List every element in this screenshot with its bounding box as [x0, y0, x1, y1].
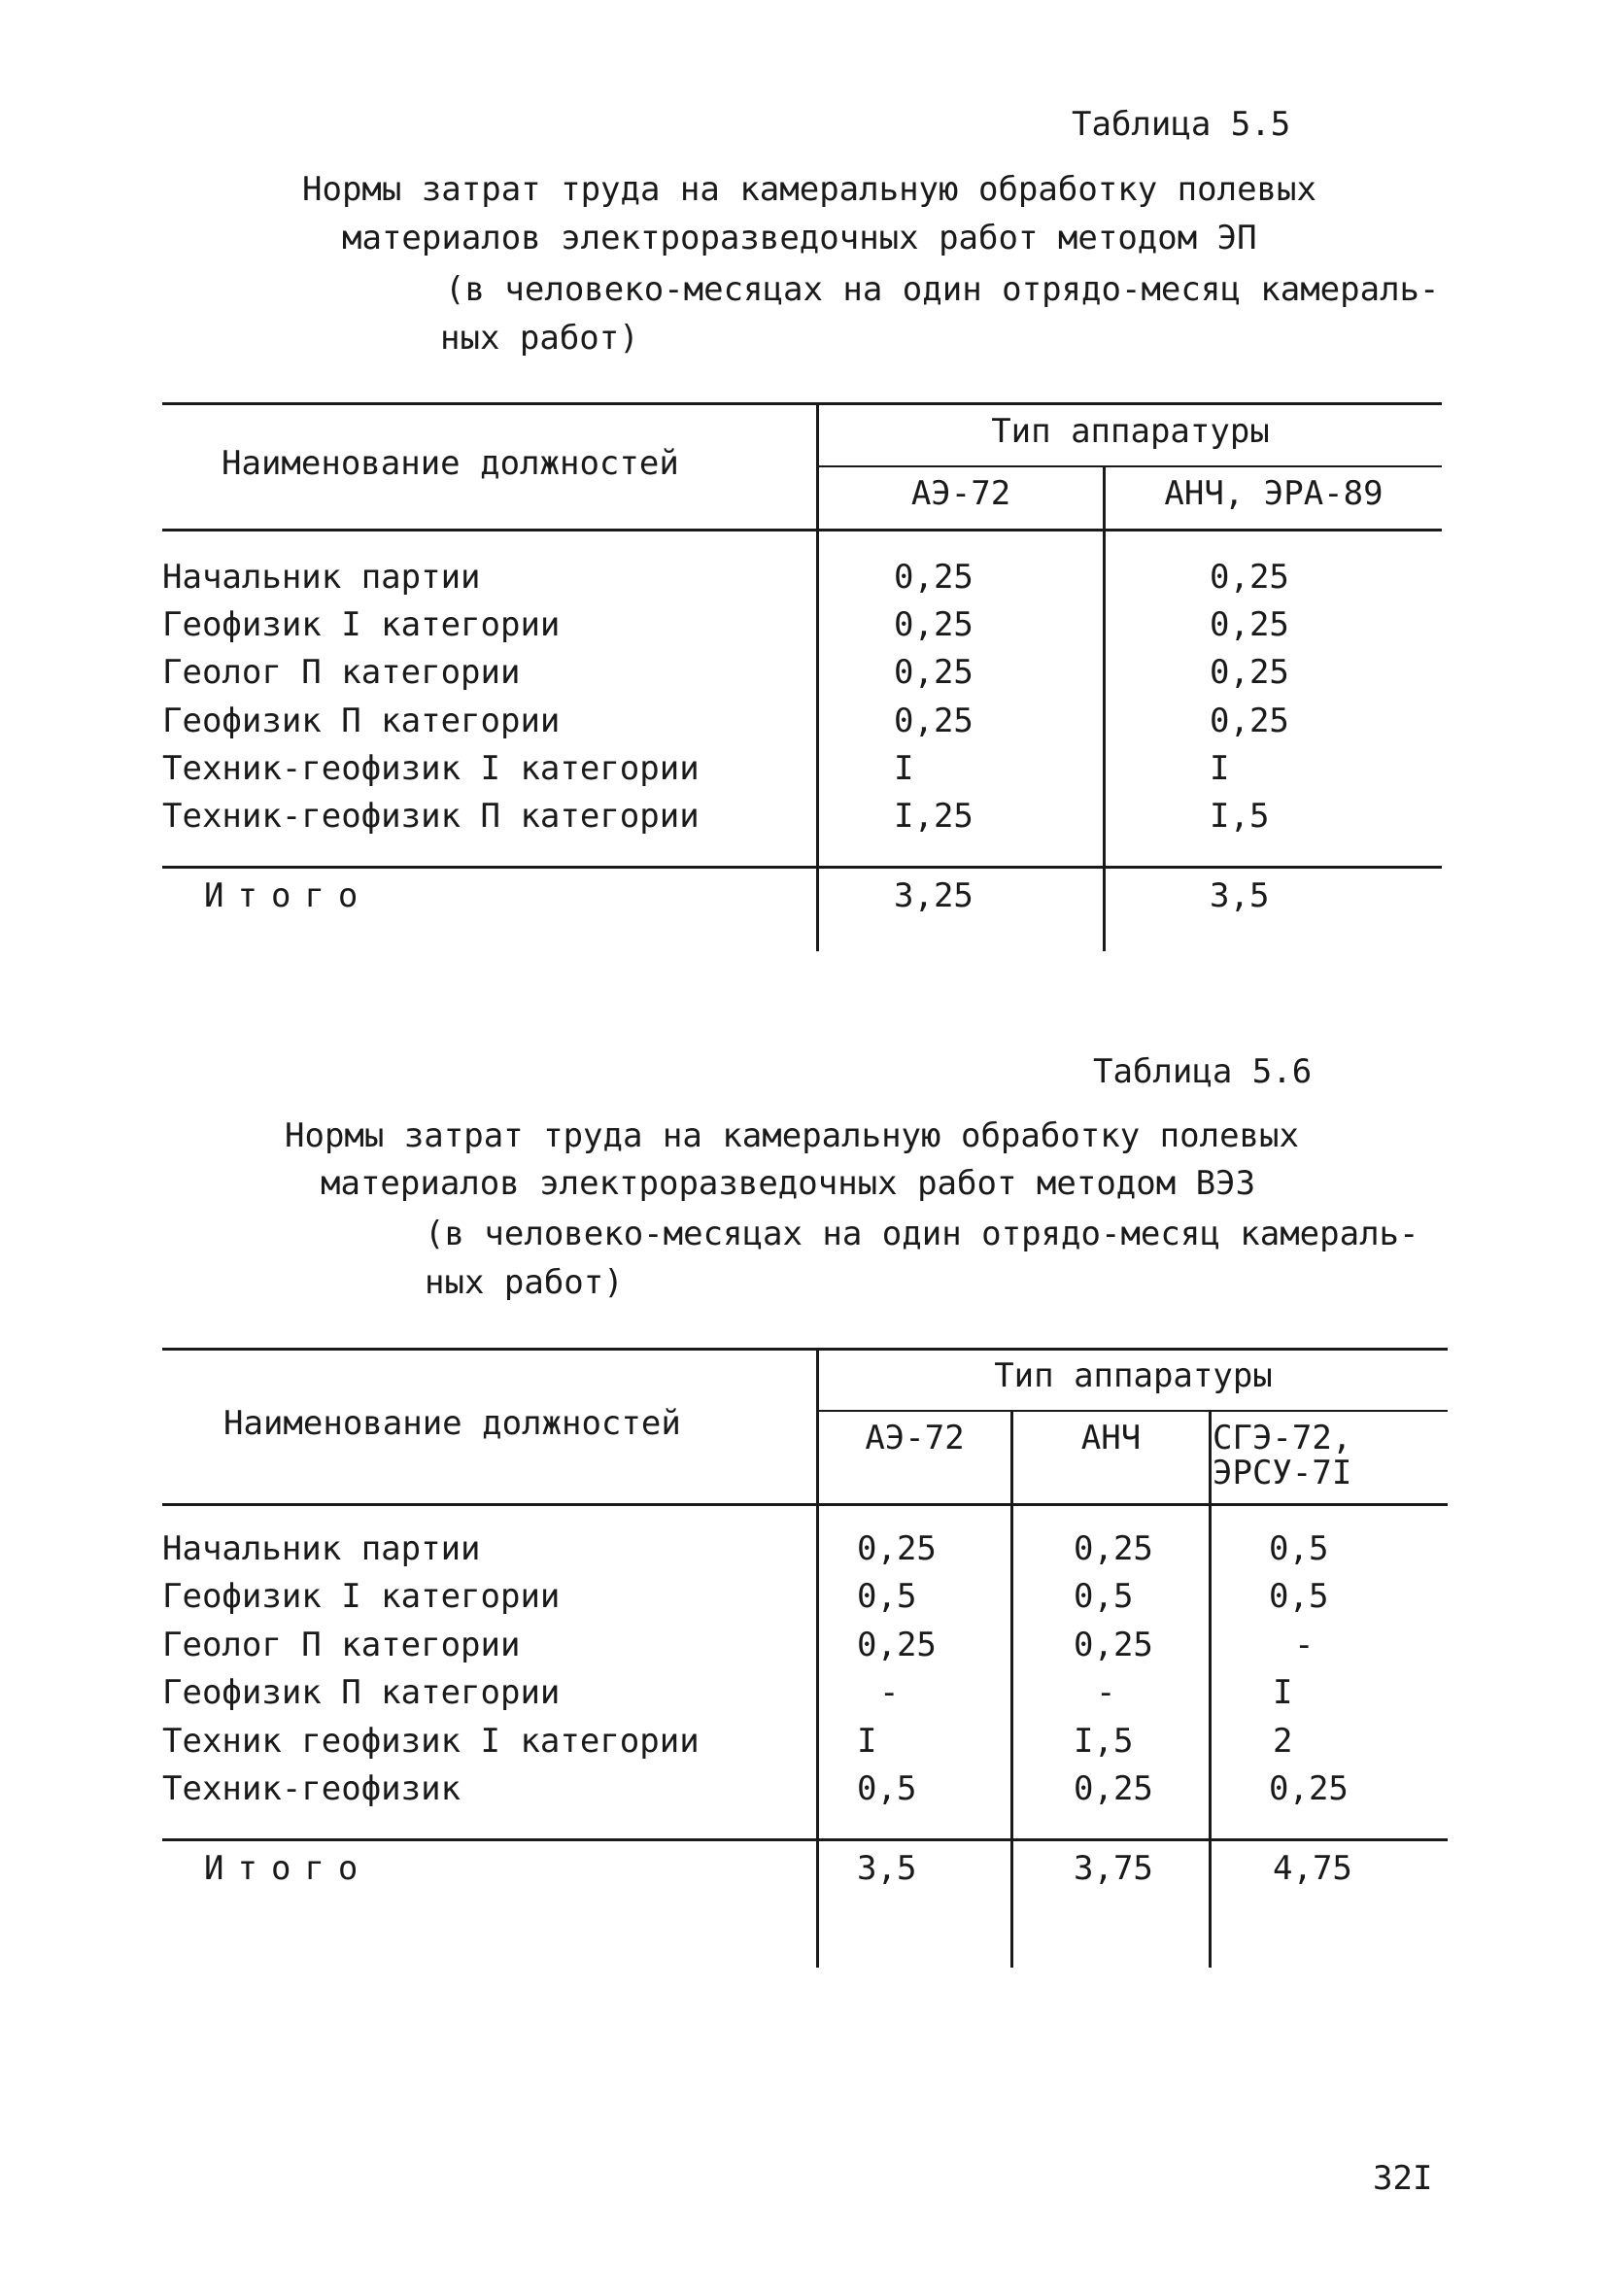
- total-value: 3,5: [1210, 876, 1270, 915]
- table-units: (в человеко-месяцах на один отрядо-месяц камераль-: [425, 1215, 1419, 1253]
- cell-value: 2: [1273, 1722, 1293, 1761]
- row-label: Техник геофизик I категории: [162, 1722, 700, 1761]
- cell-value: 0,5: [857, 1769, 917, 1808]
- cell-value: 0,25: [1074, 1626, 1153, 1664]
- cell-value: 0,5: [1269, 1529, 1329, 1568]
- header-bottom-rule: [162, 529, 1442, 531]
- row-label: Начальник партии: [162, 1529, 481, 1568]
- cell-value: -: [879, 1673, 900, 1712]
- cell-value: I: [857, 1722, 877, 1761]
- table-number: Таблица 5.6: [1093, 1052, 1313, 1091]
- table-top-rule: [162, 402, 1442, 405]
- table-units: ных работ): [440, 319, 639, 358]
- cell-value: I: [1273, 1673, 1293, 1712]
- table-top-rule: [162, 1348, 1448, 1351]
- cell-value: -: [1294, 1626, 1315, 1664]
- cell-value: 0,25: [1269, 1769, 1349, 1808]
- column-header: АЭ-72: [865, 1419, 965, 1457]
- column-divider: [1010, 1410, 1013, 1968]
- cell-value: I,25: [894, 797, 974, 836]
- total-rule: [162, 1838, 1448, 1841]
- row-label: Геолог П категории: [162, 653, 521, 692]
- row-label: Геолог П категории: [162, 1626, 521, 1664]
- column-header: АНЧ, ЭРА-89: [1164, 474, 1384, 513]
- cell-value: 0,25: [1210, 605, 1289, 644]
- column-header: Наименование должностей: [223, 1404, 681, 1443]
- table-units: (в человеко-месяцах на один отрядо-месяц камераль-: [445, 270, 1440, 309]
- cell-value: I: [1210, 749, 1230, 788]
- cell-value: 0,25: [894, 605, 974, 644]
- cell-value: 0,5: [1074, 1577, 1134, 1616]
- cell-value: 0,5: [857, 1577, 917, 1616]
- table-title: материалов электроразведочных работ методом ВЭЗ: [321, 1164, 1256, 1203]
- total-value: 3,5: [857, 1849, 917, 1888]
- column-header: Тип аппаратуры: [994, 1356, 1273, 1395]
- total-label: Итого: [204, 876, 372, 915]
- cell-value: 0,25: [857, 1529, 937, 1568]
- header-sub-rule: [816, 465, 1442, 467]
- row-label: Техник-геофизик: [162, 1769, 461, 1808]
- cell-value: 0,25: [894, 702, 974, 740]
- row-label: Геофизик П категории: [162, 1673, 561, 1712]
- cell-value: I,5: [1210, 797, 1270, 836]
- total-label: Итого: [204, 1849, 372, 1888]
- cell-value: 0,25: [1210, 702, 1289, 740]
- table-units: ных работ): [425, 1263, 624, 1302]
- row-label: Геофизик П категории: [162, 702, 561, 740]
- cell-value: 0,25: [1210, 558, 1289, 597]
- column-divider: [1209, 1410, 1212, 1968]
- table-title: Нормы затрат труда на камеральную обработку полевых: [285, 1116, 1299, 1155]
- column-header: СГЭ-72,: [1213, 1419, 1352, 1457]
- cell-value: 0,25: [894, 653, 974, 692]
- cell-value: 0,25: [1074, 1769, 1153, 1808]
- row-label: Геофизик I категории: [162, 1577, 561, 1616]
- row-label: Техник-геофизик П категории: [162, 797, 700, 836]
- cell-value: -: [1096, 1673, 1116, 1712]
- cell-value: 0,25: [1210, 653, 1289, 692]
- row-label: Техник-геофизик I категории: [162, 749, 700, 788]
- total-value: 3,25: [894, 876, 974, 915]
- table-number: Таблица 5.5: [1072, 105, 1291, 144]
- column-divider: [1103, 465, 1106, 951]
- page-number: 32I: [1373, 2159, 1433, 2198]
- cell-value: I: [894, 749, 914, 788]
- column-header: ЭРСУ-7I: [1213, 1454, 1352, 1492]
- cell-value: 0,25: [857, 1626, 937, 1664]
- column-header: Тип аппаратуры: [991, 412, 1270, 451]
- column-header: АЭ-72: [910, 474, 1011, 513]
- total-value: 4,75: [1273, 1849, 1352, 1888]
- row-label: Геофизик I категории: [162, 605, 561, 644]
- total-rule: [162, 866, 1442, 869]
- column-header: АНЧ: [1080, 1419, 1142, 1457]
- row-label: Начальник партии: [162, 558, 481, 597]
- column-header: Наименование должностей: [222, 444, 679, 483]
- header-sub-rule: [816, 1410, 1448, 1412]
- cell-value: I,5: [1074, 1722, 1134, 1761]
- cell-value: 0,25: [1074, 1529, 1153, 1568]
- header-bottom-rule: [162, 1503, 1448, 1506]
- cell-value: 0,5: [1269, 1577, 1329, 1616]
- total-value: 3,75: [1074, 1849, 1153, 1888]
- table-title: Нормы затрат труда на камеральную обработку полевых: [302, 170, 1316, 209]
- cell-value: 0,25: [894, 558, 974, 597]
- table-title: материалов электроразведочных работ методом ЭП: [342, 219, 1257, 257]
